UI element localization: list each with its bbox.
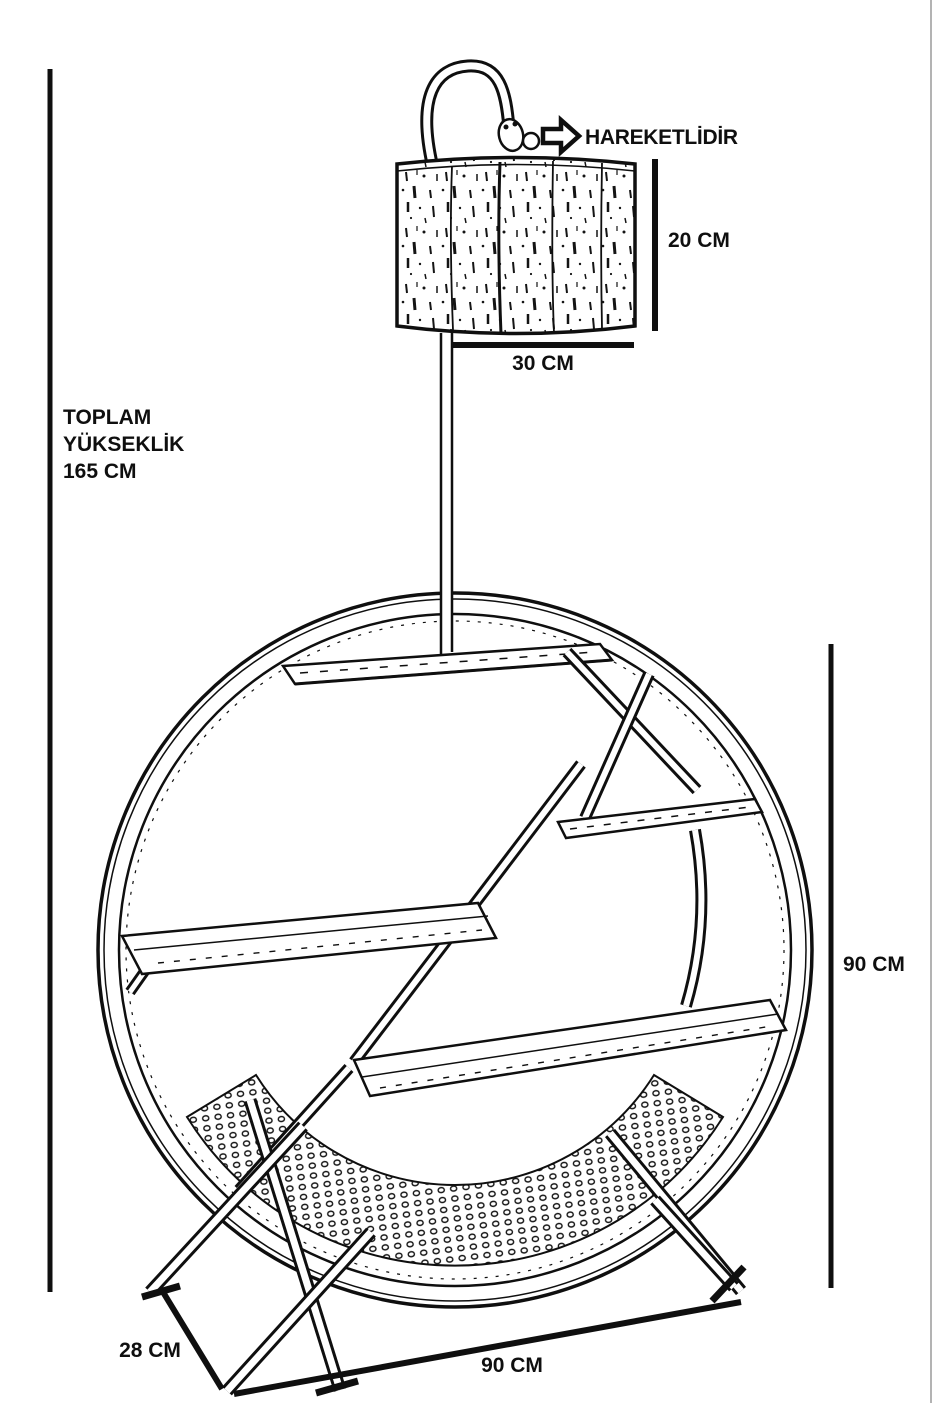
- shade-height-label: 20 CM: [668, 229, 730, 252]
- base-depth-dimension: [119, 1292, 222, 1389]
- frame-height-dimension: [831, 644, 905, 1288]
- shade-height-dimension: [655, 159, 730, 331]
- lamp-shade: [397, 158, 635, 335]
- base-depth-label: 28 CM: [119, 1339, 181, 1362]
- base-width-dimension: [234, 1302, 741, 1394]
- frame-height-label: 90 CM: [843, 953, 905, 976]
- shade-width-label: 30 CM: [512, 352, 574, 375]
- lamp-pole: [441, 333, 452, 656]
- base-width-dimension-line: [234, 1302, 741, 1394]
- total-height-label-line1: TOPLAM: [63, 406, 152, 429]
- shelf-middle-left: [122, 903, 496, 974]
- handle-knob: [495, 117, 526, 154]
- shelf-frame: [98, 333, 812, 1307]
- shade-width-dimension: [453, 345, 634, 375]
- shelf-lower-center: [354, 1000, 786, 1096]
- movable-label: HAREKETLİDİR: [585, 126, 738, 149]
- total-height-label-line2: YÜKSEKLİK: [63, 433, 185, 456]
- movable-arrow-icon: [543, 120, 579, 152]
- base-width-label: 90 CM: [481, 1354, 543, 1377]
- shade-plank-line: [601, 163, 602, 329]
- movable-callout: [543, 120, 738, 152]
- total-height-dimension: [50, 69, 184, 1292]
- total-height-label-line3: 165 CM: [63, 460, 137, 483]
